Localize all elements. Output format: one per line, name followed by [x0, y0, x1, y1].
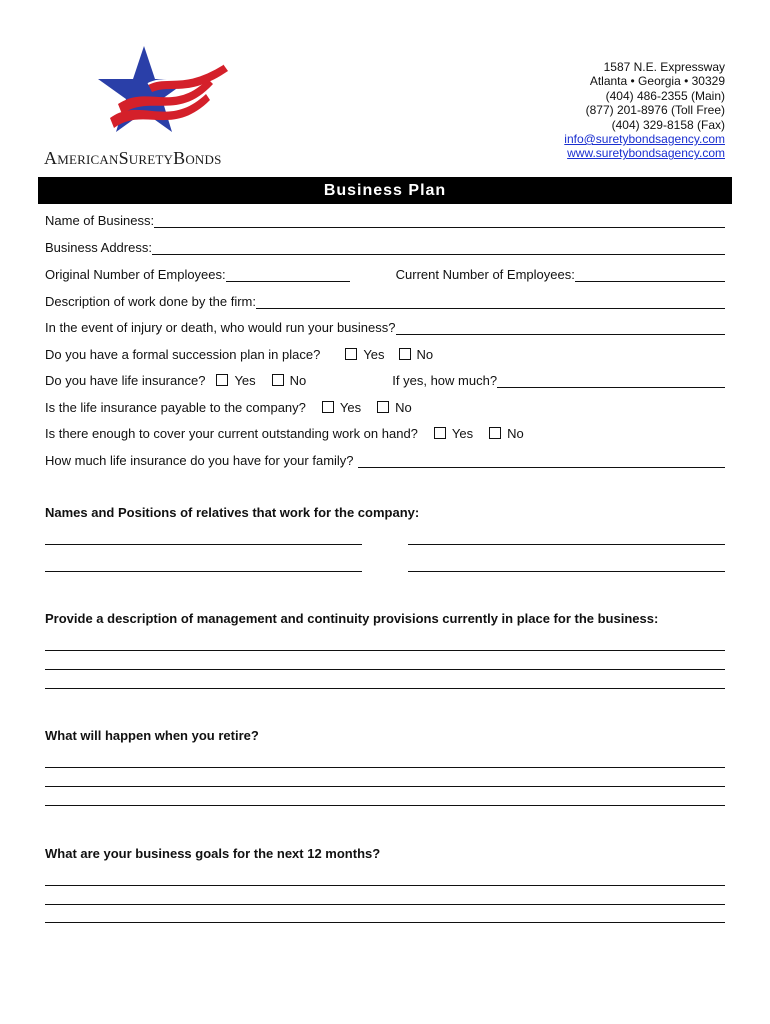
section-heading-management: Provide a description of management and continuity provisions currently in place for the business: [45, 611, 659, 626]
succession-plan-row [45, 344, 725, 362]
business-address-row [45, 237, 725, 255]
retire-field[interactable] [45, 786, 725, 787]
field-label: How much life insurance do you have for your family? [45, 453, 354, 468]
family-insurance-field[interactable] [358, 453, 725, 468]
email-link[interactable]: info@suretybondsagency.com [564, 132, 725, 147]
company-logo [44, 44, 244, 170]
retire-field[interactable] [45, 767, 725, 768]
option-label: No [416, 347, 434, 362]
section-heading-retire: What will happen when you retire? [45, 728, 259, 743]
goals-field[interactable] [45, 885, 725, 886]
retire-field[interactable] [45, 805, 725, 806]
brand-name: AMERICANSURETYBONDS [44, 148, 222, 168]
family-insurance-row [45, 450, 725, 468]
option-label: Yes [234, 373, 256, 388]
option-label: No [395, 400, 412, 415]
address-line: (404) 486-2355 (Main) [605, 88, 725, 103]
address-line: Atlanta • Georgia • 30329 [589, 74, 725, 89]
relative-field[interactable] [45, 544, 362, 545]
current-employees-field[interactable] [575, 267, 725, 282]
field-label: In the event of injury or death, who would run your business? [45, 320, 396, 335]
field-label: Description of work done by the firm: [45, 294, 256, 309]
relative-field[interactable] [408, 544, 725, 545]
life-insurance-row [45, 370, 725, 388]
field-label: Do you have life insurance? [45, 373, 206, 388]
relative-field[interactable] [45, 571, 362, 572]
field-label: Is there enough to cover your current outstanding work on hand? [45, 426, 418, 441]
enough-cover-row [45, 423, 725, 441]
enough-cover-yes-checkbox[interactable] [434, 427, 446, 439]
star-flag-icon [88, 44, 238, 144]
succession-yes-checkbox[interactable] [345, 348, 357, 360]
option-label: No [289, 373, 307, 388]
field-label: Current Number of Employees: [395, 267, 575, 282]
life-insurance-no-checkbox[interactable] [272, 374, 284, 386]
address-line: 1587 N.E. Expressway [603, 60, 725, 74]
section-heading-goals: What are your business goals for the next 12 months? [45, 846, 381, 861]
management-field[interactable] [45, 688, 725, 689]
business-address-field[interactable] [152, 240, 725, 255]
option-label: Yes [339, 400, 362, 415]
description-work-field[interactable] [256, 294, 725, 309]
employees-row [45, 264, 725, 282]
relative-field[interactable] [408, 571, 725, 572]
management-field[interactable] [45, 669, 725, 670]
insurance-amount-field[interactable] [497, 373, 725, 388]
payable-yes-checkbox[interactable] [322, 401, 334, 413]
original-employees-field[interactable] [226, 267, 350, 282]
field-label: Is the life insurance payable to the company? [45, 400, 306, 415]
option-label: No [507, 426, 524, 441]
payable-no-checkbox[interactable] [377, 401, 389, 413]
address-line: (404) 329-8158 (Fax) [611, 117, 725, 132]
option-label: Yes [451, 426, 474, 441]
field-label: Original Number of Employees: [45, 267, 226, 282]
life-insurance-yes-checkbox[interactable] [216, 374, 228, 386]
field-label: If yes, how much? [392, 373, 498, 388]
field-label: Do you have a formal succession plan in place? [45, 347, 321, 362]
website-link[interactable]: www.suretybondsagency.com [567, 146, 725, 161]
name-of-business-field[interactable] [154, 213, 725, 228]
address-line: (877) 201-8976 (Toll Free) [585, 103, 725, 118]
page-title: Business Plan [38, 177, 732, 204]
name-of-business-row [45, 210, 725, 228]
section-heading-relatives: Names and Positions of relatives that work for the company: [45, 505, 420, 520]
payable-company-row [45, 397, 725, 415]
contact-address [564, 60, 725, 161]
option-label: Yes [363, 347, 385, 362]
injury-death-row [45, 317, 725, 335]
field-label: Business Address: [45, 240, 152, 255]
enough-cover-no-checkbox[interactable] [489, 427, 501, 439]
goals-field[interactable] [45, 904, 725, 905]
field-label: Name of Business: [45, 213, 155, 228]
management-field[interactable] [45, 650, 725, 651]
injury-death-field[interactable] [396, 320, 726, 335]
succession-no-checkbox[interactable] [399, 348, 411, 360]
description-work-row [45, 291, 725, 309]
goals-field[interactable] [45, 922, 725, 923]
